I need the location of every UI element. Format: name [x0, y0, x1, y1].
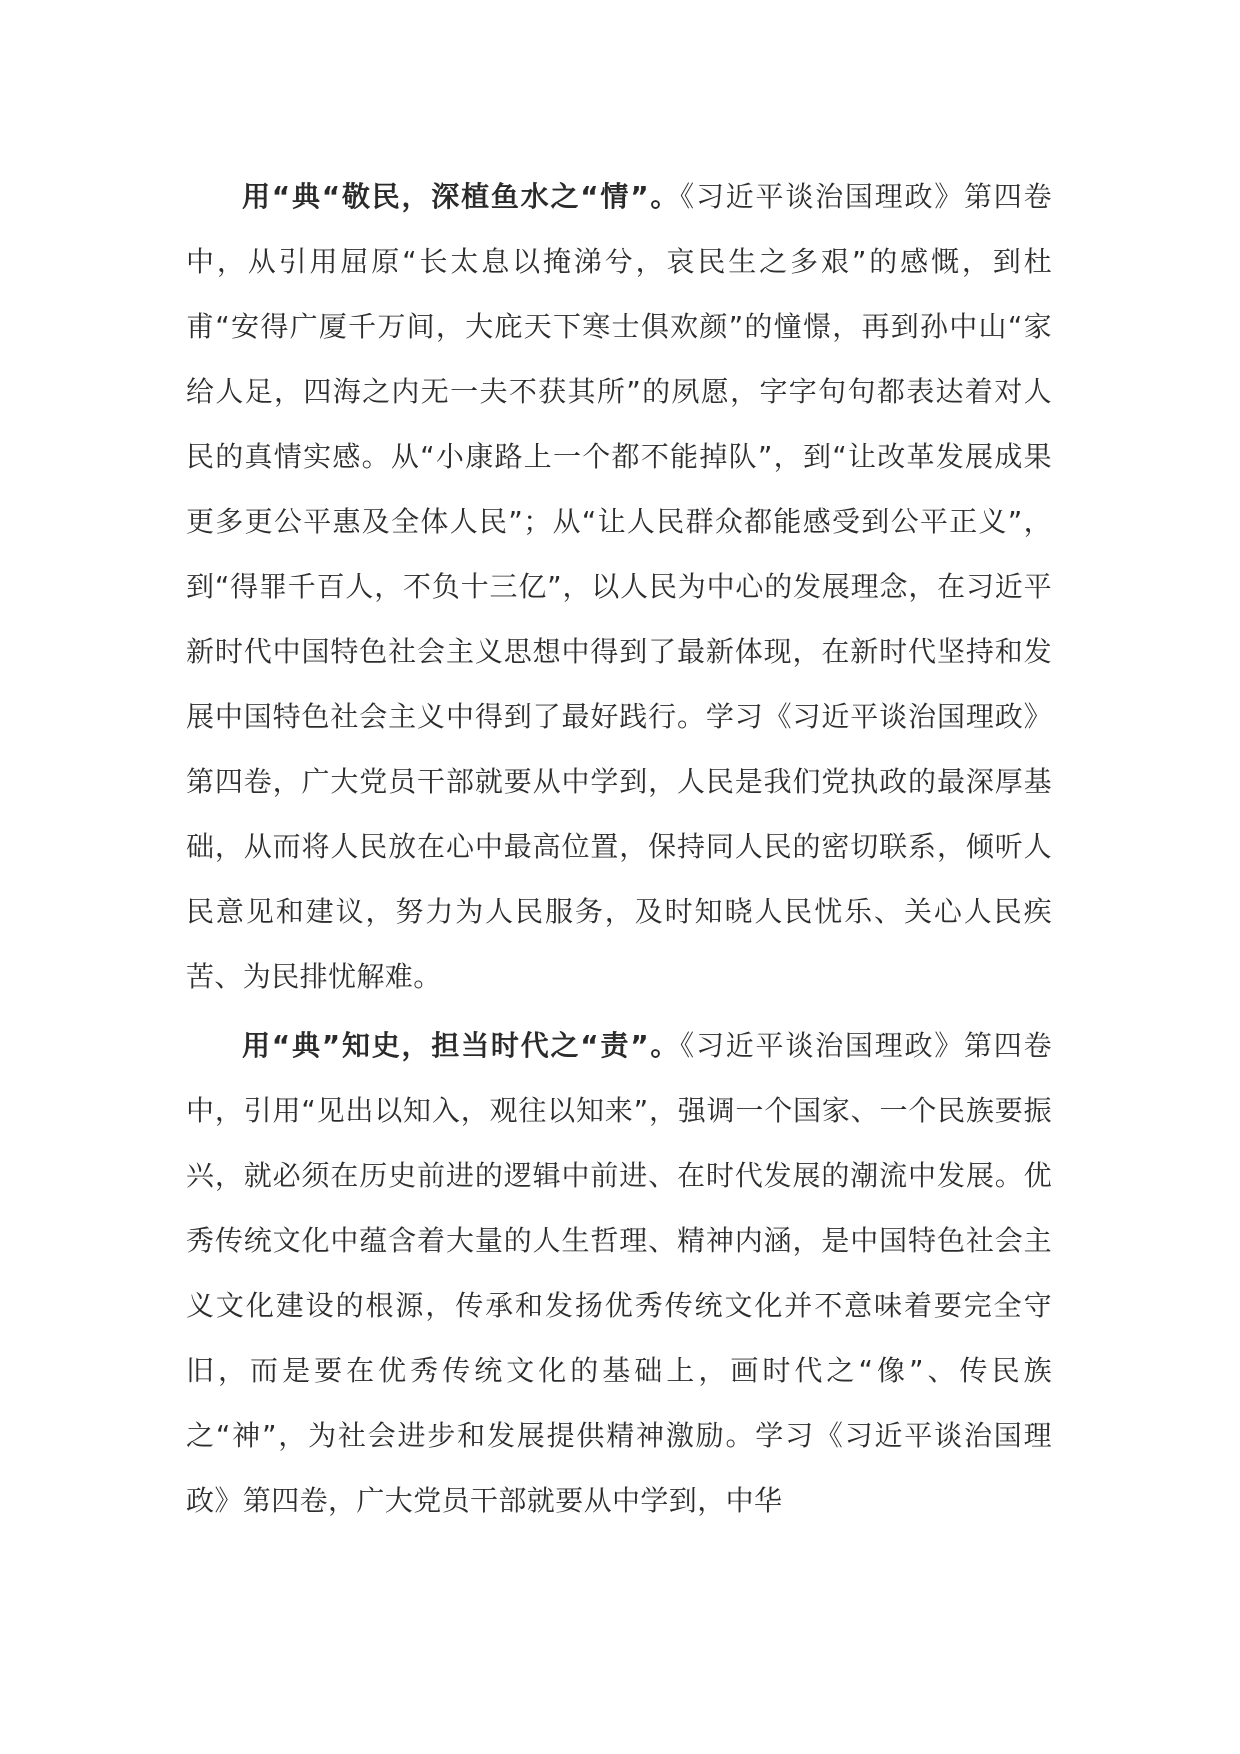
paragraph-2-body: 《习近平谈治国理政》第四卷中，引用“见出以知入，观往以知来”，强调一个国家、一个民族要振兴，就必须在历史前进的逻辑中前进、在时代发展的潮流中发展。优秀传统文化中蕴含着大量的人生哲理、精神内涵，是中国特色社会主义文化建设的根源，传承和发扬优秀传统文化并不意味着要完全守旧，而是要在优秀传统文化的基础上，画时代之“像”、传民族之“神”，为社会进步和发展提供精神激励。学习《习近平谈治国理政》第四卷，广大党员干部就要从中学到，中华: [186, 1029, 1052, 1517]
paragraph-1: [186, 164, 1052, 1009]
paragraph-1-body: 《习近平谈治国理政》第四卷中，从引用屈原“长太息以掩涕兮，哀民生之多艰”的感慨，到杜甫“安得广厦千万间，大庇天下寒士俱欢颜”的憧憬，再到孙中山“家给人足，四海之内无一夫不获其所”的夙愿，字字句句都表达着对人民的真情实感。从“小康路上一个都不能掉队”，到“让改革发展成果更多更公平惠及全体人民”；从“让人民群众都能感受到公平正义”，到“得罪千百人，不负十三亿”，以人民为中心的发展理念，在习近平新时代中国特色社会主义思想中得到了最新体现，在新时代坚持和发展中国特色社会主义中得到了最好践行。学习《习近平谈治国理政》第四卷，广大党员干部就要从中学到，人民是我们党执政的最深厚基础，从而将人民放在心中最高位置，保持同人民的密切联系，倾听人民意见和建议，努力为人民服务，及时知晓人民忧乐、关心人民疾苦、为民排忧解难。: [186, 180, 1052, 993]
paragraph-2: [186, 1013, 1052, 1533]
document-body: [186, 164, 1052, 1537]
paragraph-1-lead-heading: 用“典“敬民，深植鱼水之“情”。: [242, 180, 681, 213]
paragraph-2-lead-heading: 用“典”知史，担当时代之“责”。: [242, 1029, 681, 1062]
